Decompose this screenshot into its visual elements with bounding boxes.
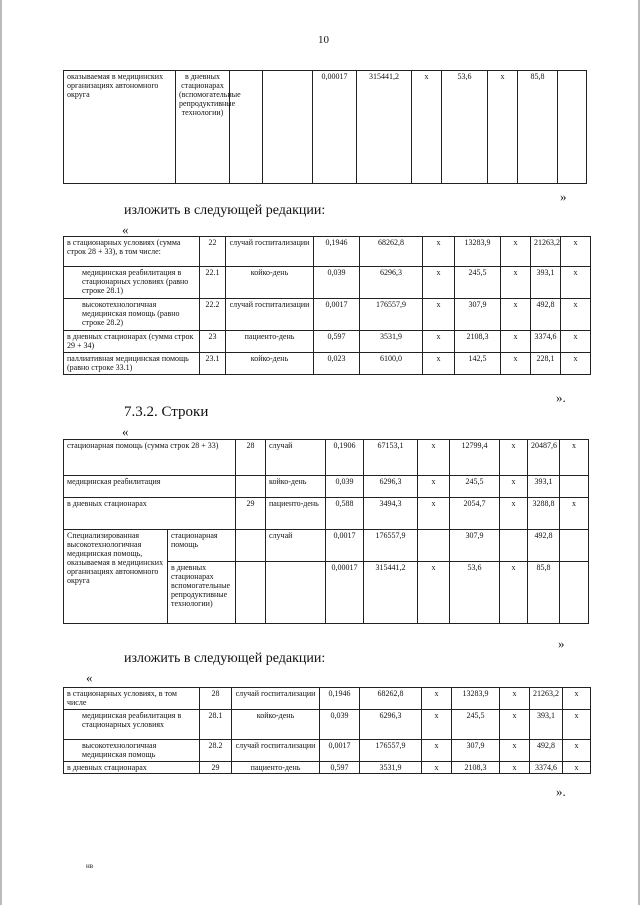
table-row [64,762,591,774]
cell: в стационарных условиях, в том числе [64,688,200,710]
cell: х [500,440,528,476]
cell: х [561,331,591,353]
cell: 68262,8 [360,688,422,710]
open-quote: « [122,424,129,439]
cell: 2108,3 [452,762,500,774]
page-number: 10 [318,34,329,46]
cell: х [423,299,455,331]
table-row [64,71,587,184]
cell: х [500,740,530,762]
cell [236,562,266,624]
cell: в дневных стационарах (сумма строк 29 + 34) [64,331,200,353]
cell: х [418,476,450,498]
cell: 2108,3 [455,331,501,353]
cell [418,530,450,562]
cell [236,476,266,498]
cell: 28.1 [200,710,232,740]
cell: 393,1 [530,710,563,740]
cell: в стационарных условиях (сумма строк 28 + 33), в том числе: [64,237,200,267]
cell: 85,8 [518,71,558,184]
cell: х [501,299,531,331]
cell: 393,1 [531,267,561,299]
cell: х [500,688,530,710]
cell: 21263,2 [530,688,563,710]
table-row [64,710,591,740]
cell: 0,1906 [326,440,364,476]
cell: 29 [200,762,232,774]
cell: 142,5 [455,353,501,375]
cell: 0,00017 [313,71,357,184]
cell [266,562,326,624]
cell: оказываемая в медицинских организациях автономного округа [64,71,176,184]
cell: 23 [200,331,226,353]
cell: 0,039 [320,710,360,740]
cell: 0,0017 [326,530,364,562]
cell: х [422,762,452,774]
cell: 492,8 [531,299,561,331]
cell: 67153,1 [364,440,418,476]
cell: высокотехнологичная медицинская помощь (равно строке 28.2) [64,299,200,331]
cell [230,71,263,184]
cell: 3288,8 [528,498,560,530]
cell: 6296,3 [364,476,418,498]
table-row [64,353,591,375]
cell: 307,9 [450,530,500,562]
cell: Специализированная высокотехнологичная медицинская помощь, оказываемая в медицинских организациях автономного округа [64,530,168,624]
cell: 28 [200,688,232,710]
cell: 20487,6 [528,440,560,476]
cell: х [412,71,442,184]
cell: х [563,740,591,762]
cell: х [560,440,589,476]
cell: 21263,2 [531,237,561,267]
table-1 [63,70,587,184]
cell: 307,9 [455,299,501,331]
cell: 315441,2 [357,71,412,184]
cell: 0,597 [320,762,360,774]
table-row [64,237,591,267]
close-quote: ». [556,390,566,405]
cell: в дневных стационарах вспомогательные репродуктивные технологии) [168,562,236,624]
cell: высокотехнологичная медицинская помощь [64,740,200,762]
cell: 176557,9 [360,299,423,331]
cell: х [500,562,528,624]
table-row [64,331,591,353]
table-row [64,267,591,299]
close-quote: » [560,189,567,204]
cell [558,71,587,184]
close-quote: ». [556,784,566,799]
cell: 53,6 [450,562,500,624]
section-heading: 7.3.2. Строки [124,404,209,420]
cell: 393,1 [528,476,560,498]
cell: 3531,9 [360,331,423,353]
cell: 53,6 [442,71,488,184]
cell: случай госпитализации [232,740,320,762]
cell [560,530,589,562]
cell: 28 [236,440,266,476]
cell: пациенто-день [232,762,320,774]
cell: пациенто-день [266,498,326,530]
cell: 0,00017 [326,562,364,624]
section-heading: изложить в следующей редакции: [124,203,326,218]
cell [263,71,313,184]
cell: 176557,9 [360,740,422,762]
cell: 13283,9 [452,688,500,710]
table-row [64,688,591,710]
cell: х [423,267,455,299]
cell: 0,1946 [314,237,360,267]
cell: х [418,440,450,476]
cell: х [560,498,589,530]
cell: 6296,3 [360,267,423,299]
cell: х [501,237,531,267]
cell: х [423,237,455,267]
cell: 0,1946 [320,688,360,710]
open-quote: « [86,670,93,685]
cell: в дневных стационарах [64,762,200,774]
cell: х [418,498,450,530]
table-row [64,299,591,331]
open-quote: « [122,222,129,237]
cell: в дневных стационарах (вспомогательные репродуктивные технологии) [176,71,230,184]
cell: х [561,237,591,267]
table-2 [63,236,591,375]
cell: 228,1 [531,353,561,375]
close-quote: » [558,636,565,651]
cell: 245,5 [452,710,500,740]
cell: 3531,9 [360,762,422,774]
cell: 29 [236,498,266,530]
cell: 6100,0 [360,353,423,375]
cell: в дневных стационарах [64,498,236,530]
cell: 0,039 [326,476,364,498]
cell: 307,9 [452,740,500,762]
cell: х [422,740,452,762]
cell: 22.1 [200,267,226,299]
cell: 492,8 [528,530,560,562]
footer-mark: нв [86,862,94,870]
cell: койко-день [266,476,326,498]
cell: стационарная помощь (сумма строк 28 + 33) [64,440,236,476]
table-row [64,530,589,562]
table-row [64,498,589,530]
cell: случай [266,530,326,562]
cell: х [563,710,591,740]
table-row [64,440,589,476]
cell: 3374,6 [530,762,563,774]
cell: 23.1 [200,353,226,375]
cell: медицинская реабилитация в стационарных условиях (равно строке 28.1) [64,267,200,299]
cell [500,530,528,562]
cell: медицинская реабилитация [64,476,236,498]
cell: х [500,476,528,498]
cell: х [563,762,591,774]
cell: х [561,267,591,299]
cell: х [418,562,450,624]
cell: х [500,762,530,774]
cell: х [422,710,452,740]
cell: 13283,9 [455,237,501,267]
cell: 22.2 [200,299,226,331]
cell: 3374,6 [531,331,561,353]
cell: х [423,331,455,353]
cell: 68262,8 [360,237,423,267]
cell: 0,588 [326,498,364,530]
table-4 [63,687,591,774]
table-row [64,740,591,762]
cell: 6296,3 [360,710,422,740]
cell: 0,597 [314,331,360,353]
cell: случай госпитализации [226,237,314,267]
cell: пациенто-день [226,331,314,353]
cell: 0,0017 [320,740,360,762]
cell [560,476,589,498]
cell: х [488,71,518,184]
cell: х [500,498,528,530]
cell: 245,5 [455,267,501,299]
cell: 3494,3 [364,498,418,530]
table-3 [63,439,589,624]
section-heading: изложить в следующей редакции: [124,651,326,666]
cell: 0,023 [314,353,360,375]
cell: койко-день [232,710,320,740]
cell: случай госпитализации [226,299,314,331]
cell: 176557,9 [364,530,418,562]
cell: 85,8 [528,562,560,624]
cell: 12799,4 [450,440,500,476]
cell: 22 [200,237,226,267]
cell: х [501,331,531,353]
cell: х [501,267,531,299]
cell [236,530,266,562]
cell: стационарная помощь [168,530,236,562]
cell: х [501,353,531,375]
cell: 28.2 [200,740,232,762]
cell: 0,039 [314,267,360,299]
cell: 245,5 [450,476,500,498]
cell: койко-день [226,353,314,375]
cell: х [422,688,452,710]
cell: х [561,353,591,375]
cell: х [423,353,455,375]
cell: койко-день [226,267,314,299]
cell: 2054,7 [450,498,500,530]
cell: паллиативная медицинская помощь (равно строке 33.1) [64,353,200,375]
cell: медицинская реабилитация в стационарных условиях [64,710,200,740]
cell [560,562,589,624]
cell: х [500,710,530,740]
cell: случай госпитализации [232,688,320,710]
table-row [64,476,589,498]
cell: х [561,299,591,331]
scan-edge-left [0,0,2,905]
cell: 0,0017 [314,299,360,331]
cell: х [563,688,591,710]
cell: случай [266,440,326,476]
cell: 492,8 [530,740,563,762]
cell: 315441,2 [364,562,418,624]
